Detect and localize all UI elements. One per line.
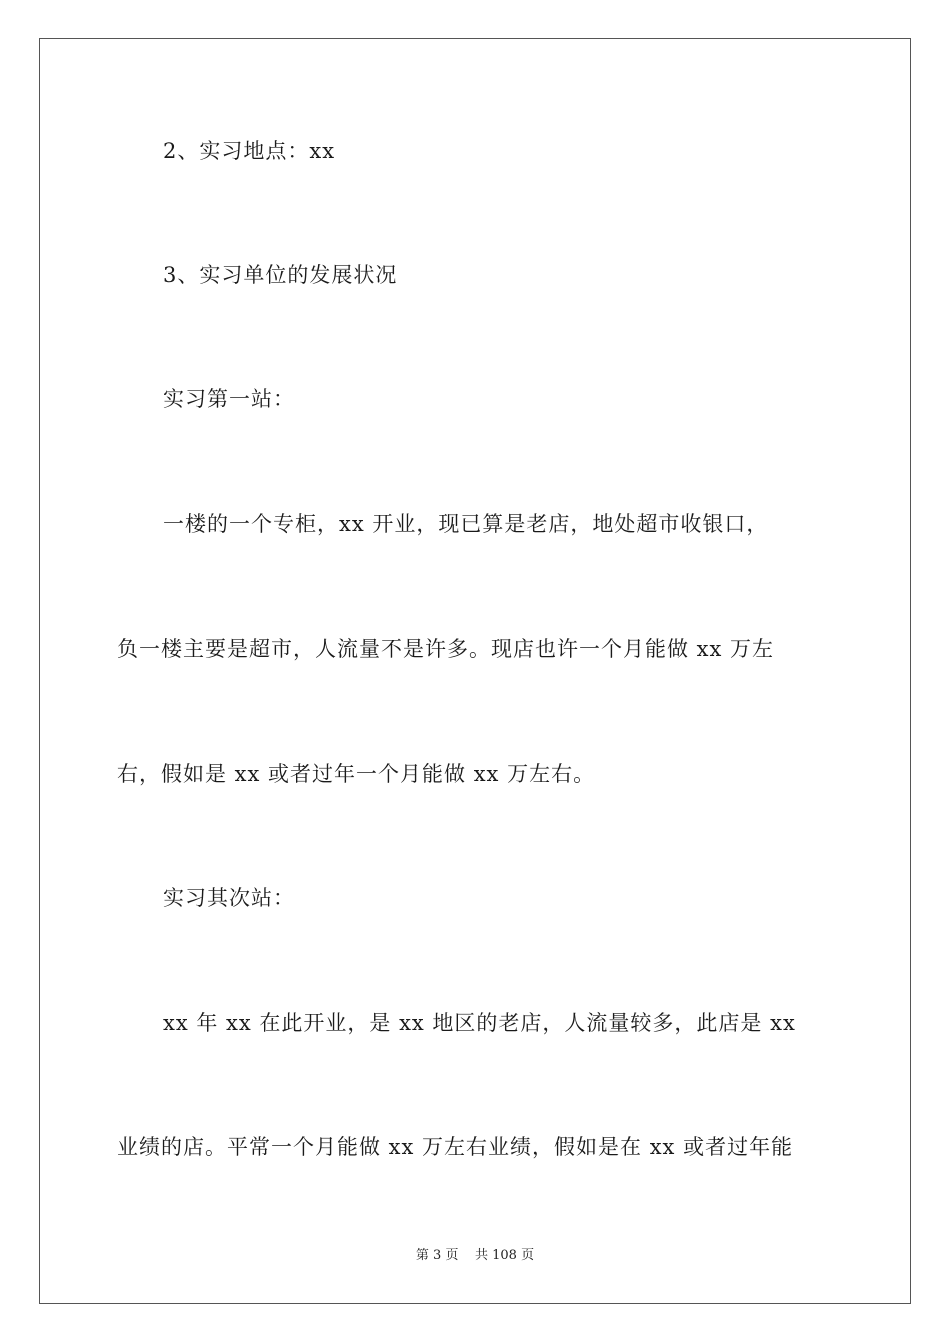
heading-first-station: 实习第一站：: [163, 387, 295, 411]
paragraph-second-station-line-2: 业绩的店。平常一个月能做 xx 万左右业绩，假如是在 xx 或者过年能: [117, 1135, 794, 1159]
paragraph-internship-location: 2、实习地点：xx: [163, 139, 336, 163]
paragraph-first-station-line-3: 右，假如是 xx 或者过年一个月能做 xx 万左右。: [117, 762, 596, 786]
paragraph-second-station-line-1: xx 年 xx 在此开业，是 xx 地区的老店，人流量较多，此店是 xx: [163, 1011, 796, 1035]
total-pages: 共 108 页: [475, 1248, 535, 1263]
paragraph-unit-development: 3、实习单位的发展状况: [163, 263, 398, 287]
heading-second-station: 实习其次站：: [163, 886, 295, 910]
paragraph-first-station-line-2: 负一楼主要是超市，人流量不是许多。现店也许一个月能做 xx 万左: [117, 637, 775, 661]
page-border: [39, 38, 911, 1304]
page-number: 第 3 页: [415, 1248, 459, 1263]
paragraph-first-station-line-1: 一楼的一个专柜，xx 开业，现已算是老店，地处超市收银口，: [163, 512, 769, 536]
page-footer: [0, 1246, 950, 1266]
